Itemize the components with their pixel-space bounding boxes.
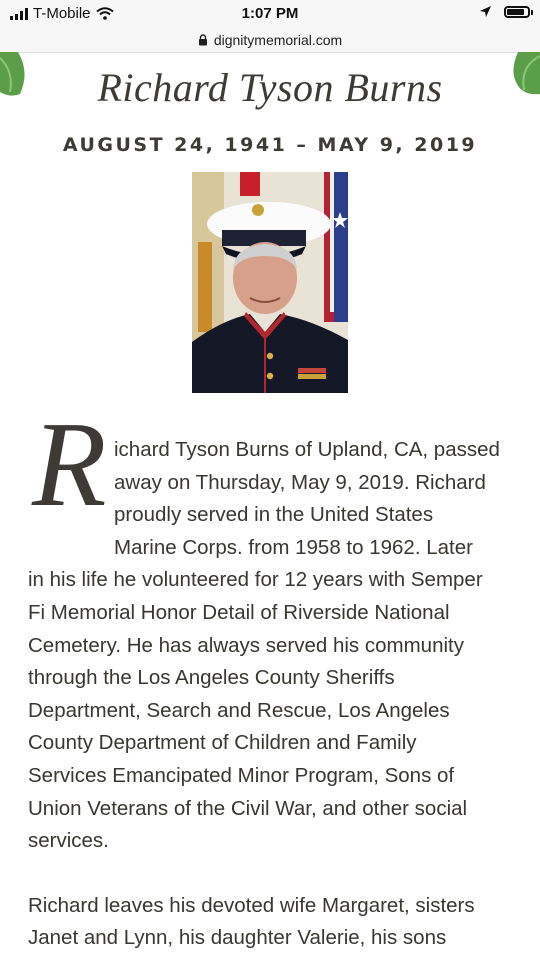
obit-line: in his life he volunteered for 12 years with Semper	[28, 568, 483, 592]
obituary-paragraph-2	[28, 890, 520, 955]
portrait-photo	[192, 172, 348, 393]
obit-line: Cemetery. He has always served his community	[28, 633, 464, 657]
deceased-name: Richard Tyson Burns	[97, 65, 443, 110]
url-domain: dignitymemorial.com	[213, 32, 343, 48]
obit-line: through the Los Angeles County Sheriffs	[28, 666, 395, 690]
obit-line: ichard Tyson Burns of Upland, CA, passed	[114, 438, 500, 461]
obituary-text	[28, 434, 520, 955]
obit-line: Richard leaves his devoted wife Margaret, sisters	[28, 893, 475, 917]
obit-line: Union Veterans of the Civil War, and other social	[28, 796, 468, 820]
battery-icon	[504, 6, 530, 18]
obit-line: proudly served in the United States	[114, 503, 434, 527]
status-time: 1:07 PM	[241, 5, 299, 22]
obit-line: Services Emancipated Minor Program, Sons of	[28, 763, 455, 787]
drop-cap: R	[32, 397, 107, 532]
obit-line: Janet and Lynn, his daughter Valerie, his sons	[28, 926, 447, 950]
obit-line: County Department of Children and Family	[28, 731, 417, 755]
obit-line: Fi Memorial Honor Detail of Riverside National	[28, 600, 450, 624]
status-bar	[0, 0, 540, 28]
life-dates: AUGUST 24, 1941 – MAY 9, 2019	[62, 134, 478, 156]
url-bar[interactable]	[0, 28, 540, 53]
status-right	[479, 5, 530, 18]
obituary-paragraph-1	[28, 434, 520, 858]
lock-icon	[198, 34, 208, 46]
location-arrow-icon	[479, 5, 492, 18]
obit-line: away on Thursday, May 9, 2019. Richard	[114, 470, 486, 494]
portrait-image	[192, 172, 348, 393]
obit-line: Department, Search and Rescue, Los Angeles	[28, 698, 450, 722]
obit-line: Marine Corps. from 1958 to 1962. Later	[114, 535, 473, 559]
carrier-label: T-Mobile	[33, 5, 91, 22]
obit-line: services.	[28, 829, 109, 853]
